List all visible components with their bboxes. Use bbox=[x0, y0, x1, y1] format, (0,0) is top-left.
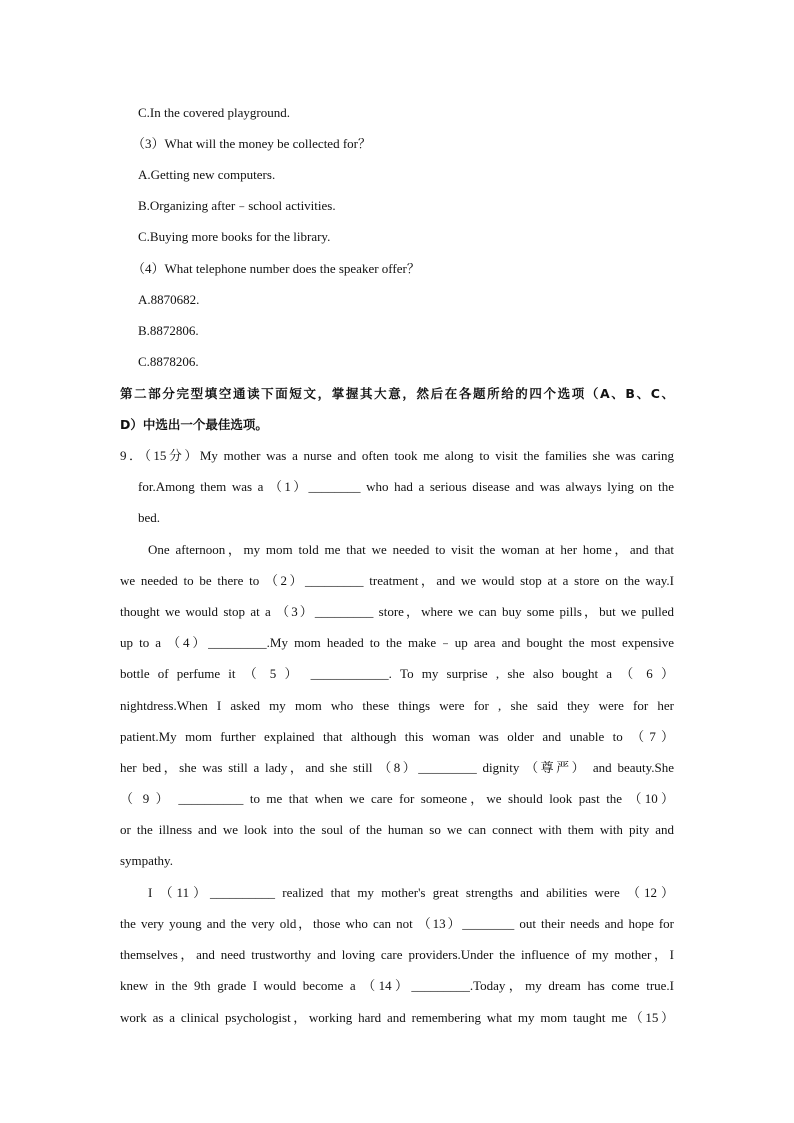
q3-question: （3）What will the money be collected for？ bbox=[132, 136, 371, 151]
paragraph2-line: or the illness and we look into the soul of the human so we can connect with them with pity and bbox=[120, 822, 674, 837]
paragraph2-line: patient.My mom further explained that although this woman was older and unable to （7） bbox=[120, 729, 674, 744]
paragraph2-line: up to a （4）_________.My mom headed to the make﹣up area and bought the most expensive bbox=[120, 635, 674, 650]
question9-line2: for.Among them was a （1）________ who had a serious disease and was always lying on the bbox=[138, 479, 674, 494]
paragraph2-line: we needed to be there to （2）_________ treatment，and we would stop at a store on the way.I bbox=[120, 573, 674, 588]
q3-option-a: A.Getting new computers. bbox=[138, 167, 276, 182]
paragraph3-line: work as a clinical psychologist，working hard and remembering what my mom taught me（15） bbox=[120, 1010, 674, 1025]
q4-option-a: A.8870682. bbox=[138, 292, 200, 307]
paragraph2-line: One afternoon，my mom told me that we needed to visit the woman at her home，and that bbox=[148, 542, 674, 557]
paragraph3-line: themselves，and need trustworthy and loving care providers.Under the influence of my mother，I bbox=[120, 947, 674, 962]
q3-option-c: C.Buying more books for the library. bbox=[138, 229, 331, 244]
question9-line3: bed. bbox=[138, 510, 161, 525]
paragraph3-line: knew in the 9th grade I would become a （14）_________.Today，my dream has come true.I bbox=[120, 978, 674, 993]
paragraph2-line: （ 9 ） __________ to me that when we care for someone，we should look past the （10） bbox=[120, 791, 674, 806]
paragraph2-line: bottle of perfume it （ 5 ） ____________. To my surprise , she also bought a （ 6 ） bbox=[120, 666, 674, 681]
paragraph3-line: the very young and the very old，those who can not （13）________ out their needs and hope for bbox=[120, 916, 674, 931]
q3-option-b: B.Organizing after﹣school activities. bbox=[138, 198, 336, 213]
paragraph2-line: thought we would stop at a （3）_________ store，where we can buy some pills，but we pulled bbox=[120, 604, 674, 619]
paragraph2-line: sympathy. bbox=[120, 853, 173, 868]
q4-option-c: C.8878206. bbox=[138, 354, 199, 369]
question9-line1: 9．（15分）My mother was a nurse and often took me along to visit the families she was caring bbox=[120, 448, 674, 463]
section-header-line2: D）中选出一个最佳选项。 bbox=[120, 417, 268, 432]
section-header-line1: 第二部分完型填空通读下面短文，掌握其大意，然后在各题所给的四个选项（A、B、C、 bbox=[120, 386, 674, 401]
q4-option-b: B.8872806. bbox=[138, 323, 199, 338]
q4-question: （4）What telephone number does the speaker offer？ bbox=[132, 261, 420, 276]
paragraph2-line: nightdress.When I asked my mom who these things were for , she said they were for her bbox=[120, 698, 674, 713]
q2-option-c: C.In the covered playground. bbox=[138, 105, 290, 120]
paragraph3-line: I （11）__________ realized that my mother's great strengths and abilities were （12） bbox=[148, 885, 674, 900]
paragraph2-line: her bed，she was still a lady，and she still （8）_________ dignity （尊严） and beauty.She bbox=[120, 760, 674, 775]
